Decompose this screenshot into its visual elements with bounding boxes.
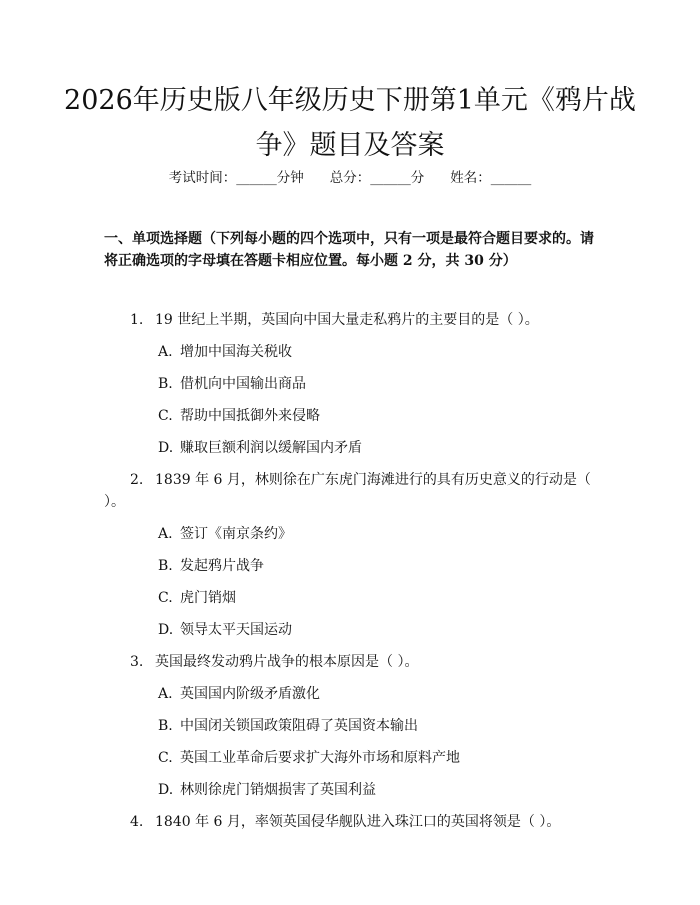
question-text: 1839 年 6 月，林则徐在广东虎门海滩进行的具有历史意义的行动是（ ）。 <box>104 472 591 510</box>
question-number: 1. <box>130 312 144 328</box>
question-3-option-c <box>158 747 598 769</box>
option-letter: C. <box>158 408 173 424</box>
option-letter: A. <box>158 344 173 360</box>
option-letter: D. <box>158 622 174 638</box>
option-letter: A. <box>158 686 173 702</box>
question-2 <box>104 469 600 513</box>
option-text: 赚取巨额利润以缓解国内矛盾 <box>180 440 362 456</box>
question-number: 4. <box>130 814 144 830</box>
question-number: 3. <box>130 654 144 670</box>
option-letter: C. <box>158 590 173 606</box>
option-text: 中国闭关锁国政策阻碍了英国资本输出 <box>180 718 418 734</box>
option-text: 虎门销烟 <box>180 590 236 606</box>
option-text: 帮助中国抵御外来侵略 <box>180 408 320 424</box>
section-heading: 一、单项选择题（下列每小题的四个选项中，只有一项是最符合题目要求的。请将正确选项的字母填在答题卡相应位置。每小题 2 分，共 30 分） <box>104 231 594 269</box>
option-letter: D. <box>158 440 174 456</box>
option-text: 签订《南京条约》 <box>180 526 292 542</box>
option-text: 林则徐虎门销烟损害了英国利益 <box>180 782 376 798</box>
document-title: 2026年历史版八年级历史下册第1单元《鸦片战争》题目及答案 <box>64 85 636 161</box>
option-text: 发起鸦片战争 <box>180 558 264 574</box>
question-text: 英国最终发动鸦片战争的根本原因是（ ）。 <box>155 654 419 670</box>
question-number: 2. <box>130 472 144 488</box>
option-text: 英国国内阶级矛盾激化 <box>180 686 320 702</box>
question-text: 1840 年 6 月，率领英国侵华舰队进入珠江口的英国将领是（ ）。 <box>155 814 561 830</box>
question-1-option-d <box>158 437 598 459</box>
question-3-option-a <box>158 683 598 705</box>
option-text: 英国工业革命后要求扩大海外市场和原料产地 <box>180 750 460 766</box>
exam-time-label: 考试时间：______分钟 <box>168 170 304 186</box>
option-text: 借机向中国输出商品 <box>180 376 306 392</box>
question-1 <box>104 309 600 331</box>
option-letter: B. <box>158 376 173 392</box>
question-2-option-b <box>158 555 598 577</box>
question-1-option-b <box>158 373 598 395</box>
question-3 <box>104 651 600 673</box>
question-2-option-d <box>158 619 598 641</box>
option-text: 增加中国海关税收 <box>180 344 292 360</box>
option-letter: D. <box>158 782 174 798</box>
student-name-label: 姓名：______ <box>450 170 532 186</box>
question-1-option-a <box>158 341 598 363</box>
question-3-option-b <box>158 715 598 737</box>
option-letter: A. <box>158 526 173 542</box>
question-2-option-c <box>158 587 598 609</box>
question-3-option-d <box>158 779 598 801</box>
exam-info-line <box>0 168 700 188</box>
option-text: 领导太平天国运动 <box>180 622 292 638</box>
question-2-option-a <box>158 523 598 545</box>
question-4 <box>104 811 600 833</box>
total-score-label: 总分：______分 <box>329 170 425 186</box>
option-letter: B. <box>158 718 173 734</box>
question-text: 19 世纪上半期，英国向中国大量走私鸦片的主要目的是（ ）。 <box>155 312 539 328</box>
question-1-option-c <box>158 405 598 427</box>
option-letter: C. <box>158 750 173 766</box>
option-letter: B. <box>158 558 173 574</box>
